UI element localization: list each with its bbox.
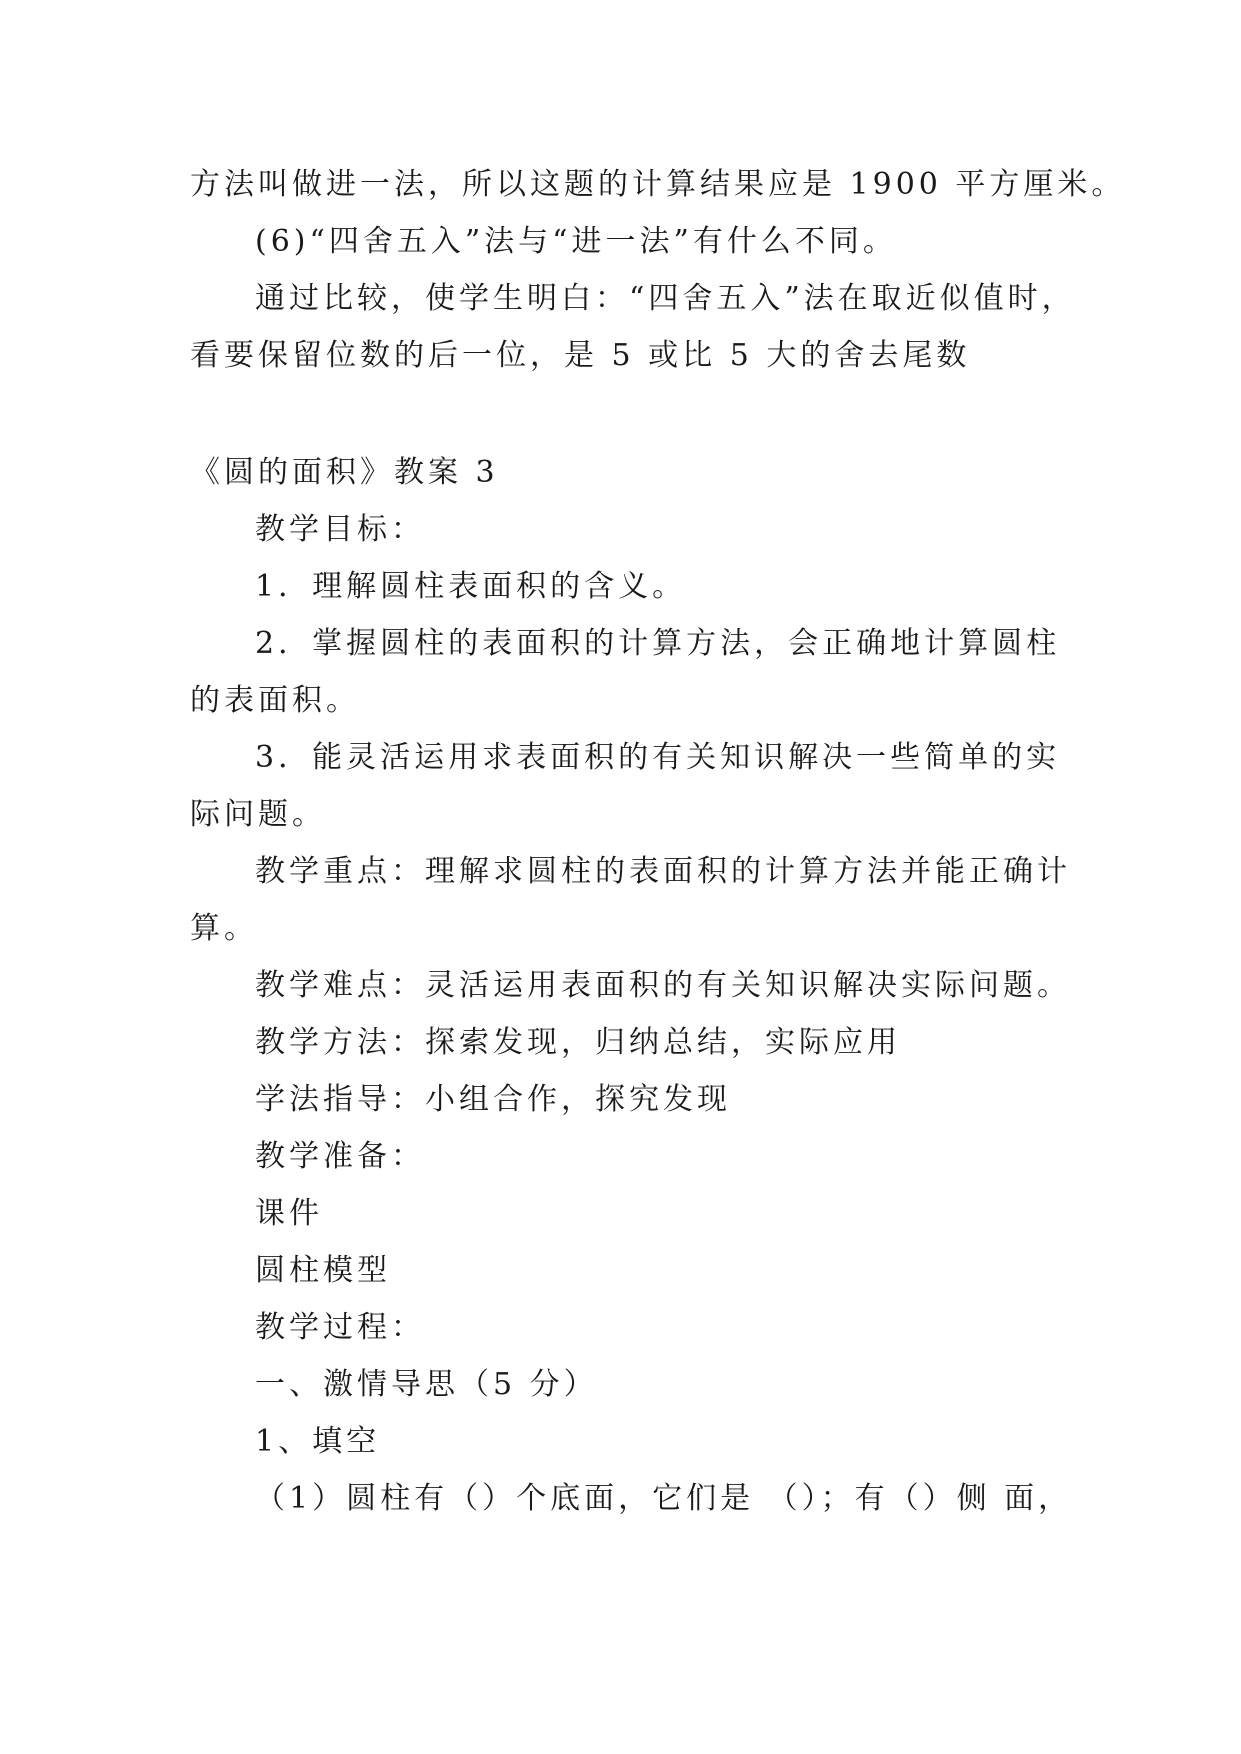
paragraph-line: （1）圆柱有（）个底面，它们是 （）；有（）侧 面， [255,1481,1073,1516]
section-title: 《圆的面积》教案 3 [190,455,499,490]
paragraph-line: 通过比较，使学生明白：“四舍五入”法在取近似值时， [255,281,1076,316]
paragraph-line: 课件 [255,1196,323,1231]
paragraph-line: 看要保留位数的后一位，是 5 或比 5 大的舍去尾数 [190,338,971,373]
paragraph-line: (6)“四舍五入”法与“进一法”有什么不同。 [255,224,897,259]
paragraph-line: 2．掌握圆柱的表面积的计算方法，会正确地计算圆柱 [255,626,1061,661]
paragraph-line: 教学重点：理解求圆柱的表面积的计算方法并能正确计 [255,854,1071,889]
paragraph-line: 方法叫做进一法，所以这题的计算结果应是 1900 平方厘米。 [190,167,1126,202]
paragraph-line: 教学目标： [255,512,425,547]
paragraph-line: 教学方法：探索发现，归纳总结，实际应用 [255,1025,901,1060]
paragraph-line: 一、激情导思（5 分） [255,1367,598,1402]
paragraph-line: 1．理解圆柱表面积的含义。 [255,569,687,604]
paragraph-line: 算。 [190,911,258,946]
paragraph-line: 教学准备： [255,1139,425,1174]
paragraph-line: 的表面积。 [190,683,360,718]
paragraph-line: 圆柱模型 [255,1253,391,1288]
paragraph-line: 教学过程： [255,1310,425,1345]
paragraph-line: 学法指导：小组合作，探究发现 [255,1082,731,1117]
paragraph-line: 3．能灵活运用求表面积的有关知识解决一些简单的实 [255,740,1061,775]
paragraph-line: 1、填空 [255,1424,381,1459]
paragraph-line: 教学难点：灵活运用表面积的有关知识解决实际问题。 [255,968,1071,1003]
paragraph-line: 际问题。 [190,797,326,832]
